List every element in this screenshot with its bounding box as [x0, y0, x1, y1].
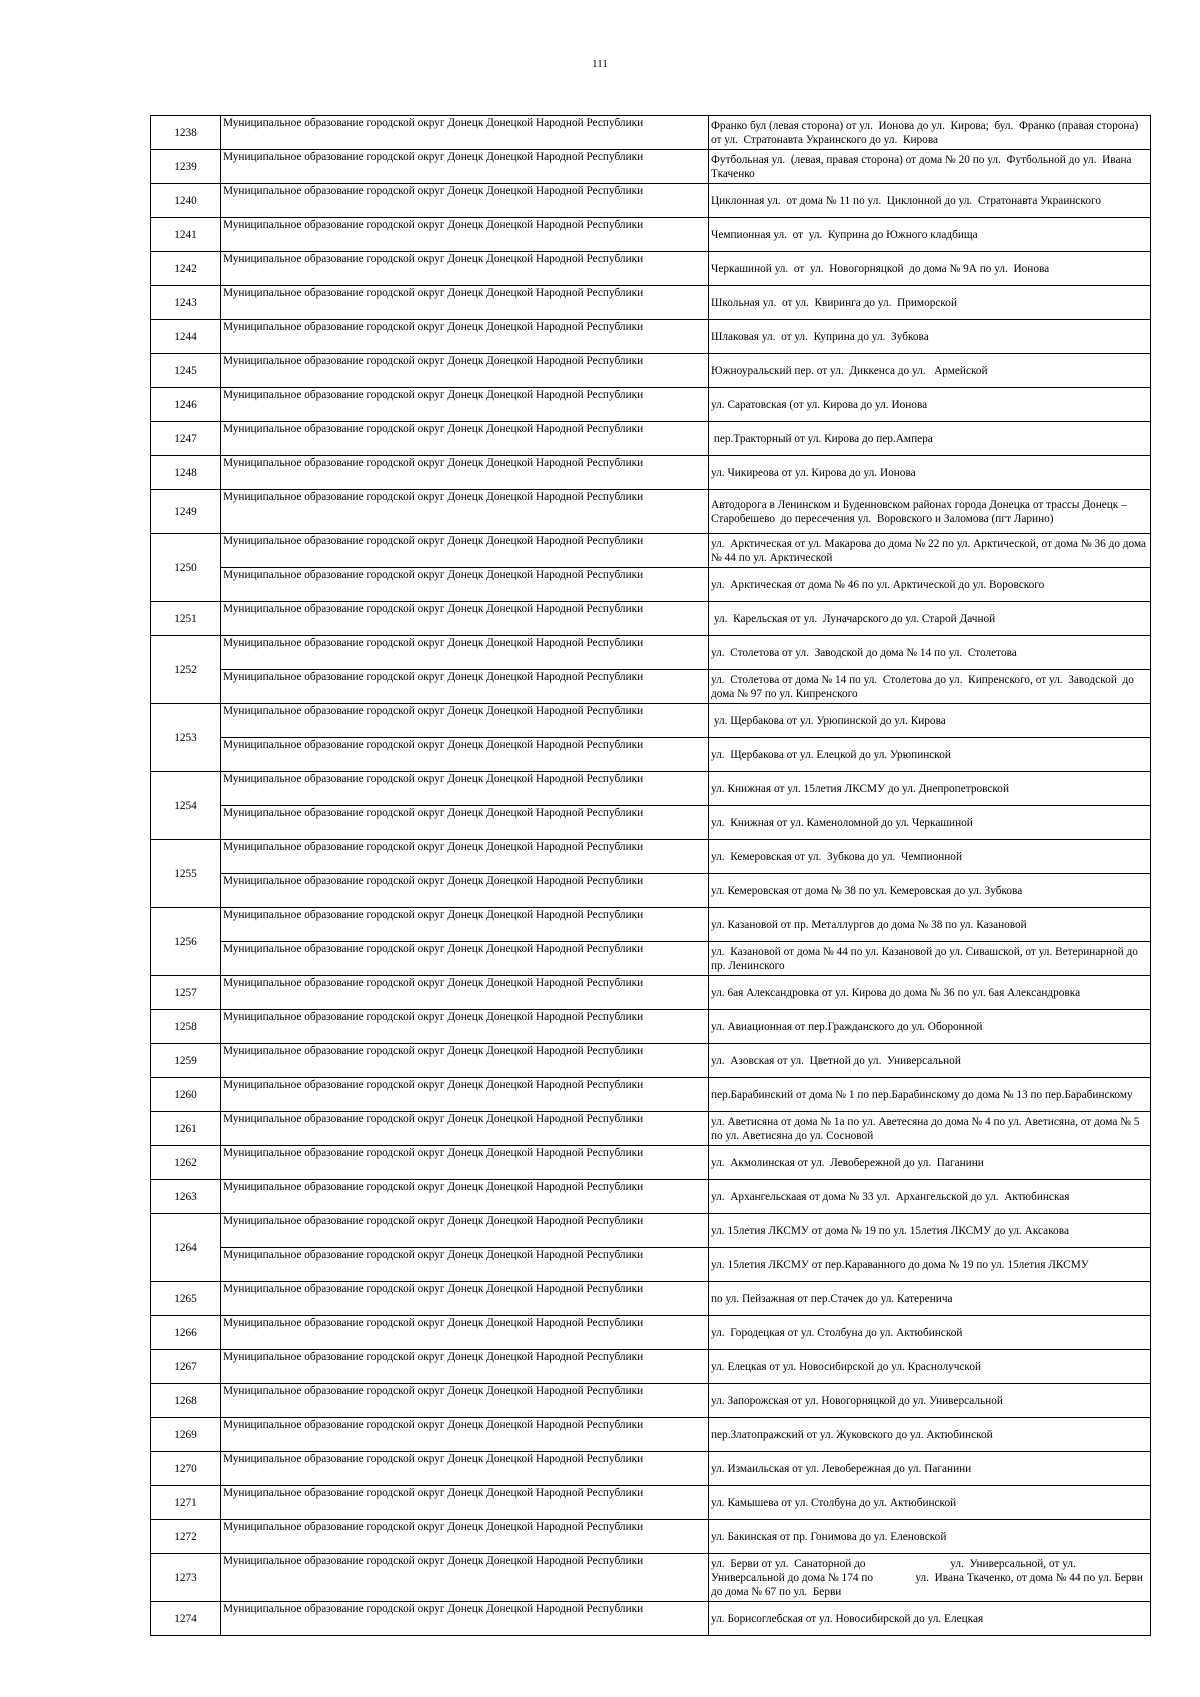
- road-description-cell: ул. Чикиреова от ул. Кирова до ул. Ионова: [709, 456, 1151, 490]
- road-description-cell: пер.Тракторный от ул. Кирова до пер.Ампера: [709, 422, 1151, 456]
- municipality-cell: Муниципальное образование городской округ Донецк Донецкой Народной Республики: [221, 1554, 709, 1602]
- road-description-cell: пер.Златопражский от ул. Жуковского до ул. Актюбинской: [709, 1418, 1151, 1452]
- road-description-cell: ул. Книжная от ул. Каменоломной до ул. Черкашиной: [709, 806, 1151, 840]
- road-description-cell: ул. Елецкая от ул. Новосибирской до ул. Краснолучской: [709, 1350, 1151, 1384]
- table-row: [151, 568, 1151, 602]
- municipality-cell: Муниципальное образование городской округ Донецк Донецкой Народной Республики: [221, 320, 709, 354]
- municipality-cell: Муниципальное образование городской округ Донецк Донецкой Народной Республики: [221, 1602, 709, 1636]
- road-description-cell: Школьная ул. от ул. Квиринга до ул. Приморской: [709, 286, 1151, 320]
- municipality-cell: Муниципальное образование городской округ Донецк Донецкой Народной Республики: [221, 908, 709, 942]
- table-row: [151, 806, 1151, 840]
- table-row: [151, 1078, 1151, 1112]
- road-description-cell: ул. Книжная от ул. 15летия ЛКСМУ до ул. Днепропетровской: [709, 772, 1151, 806]
- road-description-cell: ул. Борисоглебская от ул. Новосибирской до ул. Елецкая: [709, 1602, 1151, 1636]
- road-description-cell: ул. Архангельскаая от дома № 33 ул. Архангельской до ул. Актюбинская: [709, 1180, 1151, 1214]
- municipality-cell: Муниципальное образование городской округ Донецк Донецкой Народной Республики: [221, 1248, 709, 1282]
- roads-table-body: [151, 116, 1151, 1636]
- municipality-cell: Муниципальное образование городской округ Донецк Донецкой Народной Республики: [221, 942, 709, 976]
- table-row: [151, 670, 1151, 704]
- row-number: 1268: [151, 1384, 221, 1418]
- table-row: [151, 1112, 1151, 1146]
- road-description-cell: ул. Карельская от ул. Луначарского до ул. Старой Дачной: [709, 602, 1151, 636]
- table-row: [151, 1214, 1151, 1248]
- municipality-cell: Муниципальное образование городской округ Донецк Донецкой Народной Республики: [221, 568, 709, 602]
- row-number: 1255: [151, 840, 221, 908]
- municipality-cell: Муниципальное образование городской округ Донецк Донецкой Народной Республики: [221, 1214, 709, 1248]
- road-description-cell: ул. Щербакова от ул. Урюпинской до ул. Кирова: [709, 704, 1151, 738]
- table-row: [151, 1146, 1151, 1180]
- table-row: [151, 456, 1151, 490]
- row-number: 1245: [151, 354, 221, 388]
- table-row: [151, 354, 1151, 388]
- road-description-cell: ул. Городецкая от ул. Столбуна до ул. Актюбинской: [709, 1316, 1151, 1350]
- row-number: 1262: [151, 1146, 221, 1180]
- table-row: [151, 1350, 1151, 1384]
- municipality-cell: Муниципальное образование городской округ Донецк Донецкой Народной Республики: [221, 534, 709, 568]
- road-description-cell: ул. Арктическая от ул. Макарова до дома № 22 по ул. Арктической, от дома № 36 до дома № 44 по ул. Арктической: [709, 534, 1151, 568]
- table-row: [151, 1180, 1151, 1214]
- road-description-cell: ул. Азовская от ул. Цветной до ул. Универсальной: [709, 1044, 1151, 1078]
- table-row: [151, 738, 1151, 772]
- table-row: [151, 1044, 1151, 1078]
- municipality-cell: Муниципальное образование городской округ Донецк Донецкой Народной Республики: [221, 252, 709, 286]
- municipality-cell: Муниципальное образование городской округ Донецк Донецкой Народной Республики: [221, 1418, 709, 1452]
- road-description-cell: ул. 15летия ЛКСМУ от дома № 19 по ул. 15летия ЛКСМУ до ул. Аксакова: [709, 1214, 1151, 1248]
- table-row: [151, 908, 1151, 942]
- road-description-cell: ул. Столетова от дома № 14 по ул. Столетова до ул. Кипренского, от ул. Заводской до дома № 97 по ул. Кипренского: [709, 670, 1151, 704]
- table-row: [151, 636, 1151, 670]
- municipality-cell: Муниципальное образование городской округ Донецк Донецкой Народной Республики: [221, 184, 709, 218]
- road-description-cell: ул. Запорожская от ул. Новогорняцкой до ул. Универсальной: [709, 1384, 1151, 1418]
- municipality-cell: Муниципальное образование городской округ Донецк Донецкой Народной Республики: [221, 1044, 709, 1078]
- table-row: [151, 1602, 1151, 1636]
- municipality-cell: Муниципальное образование городской округ Донецк Донецкой Народной Республики: [221, 1350, 709, 1384]
- row-number: 1242: [151, 252, 221, 286]
- municipality-cell: Муниципальное образование городской округ Донецк Донецкой Народной Республики: [221, 1520, 709, 1554]
- municipality-cell: Муниципальное образование городской округ Донецк Донецкой Народной Республики: [221, 1452, 709, 1486]
- road-description-cell: ул. 15летия ЛКСМУ от пер.Караванного до дома № 19 по ул. 15летия ЛКСМУ: [709, 1248, 1151, 1282]
- municipality-cell: Муниципальное образование городской округ Донецк Донецкой Народной Республики: [221, 286, 709, 320]
- row-number: 1250: [151, 534, 221, 602]
- municipality-cell: Муниципальное образование городской округ Донецк Донецкой Народной Республики: [221, 150, 709, 184]
- table-row: [151, 704, 1151, 738]
- road-description-cell: по ул. Пейзажная от пер.Стачек до ул. Катеренича: [709, 1282, 1151, 1316]
- table-row: [151, 1316, 1151, 1350]
- road-description-cell: ул. Бакинская от пр. Гонимова до ул. Еленовской: [709, 1520, 1151, 1554]
- road-description-cell: пер.Барабинский от дома № 1 по пер.Барабинскому до дома № 13 по пер.Барабинскому: [709, 1078, 1151, 1112]
- row-number: 1261: [151, 1112, 221, 1146]
- table-row: [151, 218, 1151, 252]
- municipality-cell: Муниципальное образование городской округ Донецк Донецкой Народной Республики: [221, 1384, 709, 1418]
- road-description-cell: Южноуральский пер. от ул. Диккенса до ул. Армейской: [709, 354, 1151, 388]
- table-row: [151, 976, 1151, 1010]
- municipality-cell: Муниципальное образование городской округ Донецк Донецкой Народной Республики: [221, 1316, 709, 1350]
- road-description-cell: Автодорога в Ленинском и Буденновском районах города Донецка от трассы Донецк – Старобешево до пересечения ул. Воровского и Заломова (пгт Ларино): [709, 490, 1151, 534]
- row-number: 1272: [151, 1520, 221, 1554]
- road-description-cell: ул. Казановой от дома № 44 по ул. Казановой до ул. Сивашской, от ул. Ветеринарной до пр. Ленинского: [709, 942, 1151, 976]
- municipality-cell: Муниципальное образование городской округ Донецк Донецкой Народной Республики: [221, 116, 709, 150]
- road-description-cell: Шлаковая ул. от ул. Куприна до ул. Зубкова: [709, 320, 1151, 354]
- table-row: [151, 150, 1151, 184]
- road-description-cell: ул. Авиационная от пер.Гражданского до ул. Оборонной: [709, 1010, 1151, 1044]
- page-number: 111: [592, 58, 608, 70]
- row-number: 1256: [151, 908, 221, 976]
- row-number: 1247: [151, 422, 221, 456]
- municipality-cell: Муниципальное образование городской округ Донецк Донецкой Народной Республики: [221, 1180, 709, 1214]
- table-row: [151, 184, 1151, 218]
- municipality-cell: Муниципальное образование городской округ Донецк Донецкой Народной Республики: [221, 738, 709, 772]
- table-row: [151, 1452, 1151, 1486]
- row-number: 1248: [151, 456, 221, 490]
- row-number: 1251: [151, 602, 221, 636]
- road-description-cell: ул. Саратовская (от ул. Кирова до ул. Ионова: [709, 388, 1151, 422]
- road-description-cell: Черкашиной ул. от ул. Новогорняцкой до дома № 9А по ул. Ионова: [709, 252, 1151, 286]
- municipality-cell: Муниципальное образование городской округ Донецк Донецкой Народной Республики: [221, 1078, 709, 1112]
- table-row: [151, 772, 1151, 806]
- municipality-cell: Муниципальное образование городской округ Донецк Донецкой Народной Республики: [221, 602, 709, 636]
- table-row: [151, 116, 1151, 150]
- row-number: 1270: [151, 1452, 221, 1486]
- table-row: [151, 286, 1151, 320]
- road-description-cell: Чемпионная ул. от ул. Куприна до Южного кладбища: [709, 218, 1151, 252]
- road-description-cell: ул. Щербакова от ул. Елецкой до ул. Урюпинской: [709, 738, 1151, 772]
- table-row: [151, 942, 1151, 976]
- road-description-cell: ул. Арктическая от дома № 46 по ул. Арктической до ул. Воровского: [709, 568, 1151, 602]
- row-number: 1265: [151, 1282, 221, 1316]
- row-number: 1260: [151, 1078, 221, 1112]
- row-number: 1263: [151, 1180, 221, 1214]
- municipality-cell: Муниципальное образование городской округ Донецк Донецкой Народной Республики: [221, 704, 709, 738]
- row-number: 1239: [151, 150, 221, 184]
- table-row: [151, 602, 1151, 636]
- row-number: 1240: [151, 184, 221, 218]
- row-number: 1244: [151, 320, 221, 354]
- row-number: 1254: [151, 772, 221, 840]
- municipality-cell: Муниципальное образование городской округ Донецк Донецкой Народной Республики: [221, 456, 709, 490]
- row-number: 1264: [151, 1214, 221, 1282]
- municipality-cell: Муниципальное образование городской округ Донецк Донецкой Народной Республики: [221, 388, 709, 422]
- municipality-cell: Муниципальное образование городской округ Донецк Донецкой Народной Республики: [221, 1146, 709, 1180]
- table-row: [151, 1520, 1151, 1554]
- road-description-cell: ул. Измаильская от ул. Левобережная до ул. Паганини: [709, 1452, 1151, 1486]
- row-number: 1267: [151, 1350, 221, 1384]
- road-description-cell: Циклонная ул. от дома № 11 по ул. Циклонной до ул. Стратонавта Украинского: [709, 184, 1151, 218]
- table-row: [151, 388, 1151, 422]
- municipality-cell: Муниципальное образование городской округ Донецк Донецкой Народной Республики: [221, 874, 709, 908]
- municipality-cell: Муниципальное образование городской округ Донецк Донецкой Народной Республики: [221, 840, 709, 874]
- municipality-cell: Муниципальное образование городской округ Донецк Донецкой Народной Республики: [221, 772, 709, 806]
- road-description-cell: ул. Столетова от ул. Заводской до дома № 14 по ул. Столетова: [709, 636, 1151, 670]
- roads-table: [150, 115, 1151, 1636]
- road-description-cell: ул. 6ая Александровка от ул. Кирова до дома № 36 по ул. 6ая Александровка: [709, 976, 1151, 1010]
- municipality-cell: Муниципальное образование городской округ Донецк Донецкой Народной Республики: [221, 422, 709, 456]
- municipality-cell: Муниципальное образование городской округ Донецк Донецкой Народной Республики: [221, 1010, 709, 1044]
- municipality-cell: Муниципальное образование городской округ Донецк Донецкой Народной Республики: [221, 1282, 709, 1316]
- municipality-cell: Муниципальное образование городской округ Донецк Донецкой Народной Республики: [221, 490, 709, 534]
- municipality-cell: Муниципальное образование городской округ Донецк Донецкой Народной Республики: [221, 670, 709, 704]
- road-description-cell: ул. Казановой от пр. Металлургов до дома № 38 по ул. Казановой: [709, 908, 1151, 942]
- municipality-cell: Муниципальное образование городской округ Донецк Донецкой Народной Республики: [221, 1486, 709, 1520]
- municipality-cell: Муниципальное образование городской округ Донецк Донецкой Народной Республики: [221, 636, 709, 670]
- municipality-cell: Муниципальное образование городской округ Донецк Донецкой Народной Республики: [221, 976, 709, 1010]
- road-description-cell: ул. Аветисяна от дома № 1а по ул. Аветесяна до дома № 4 по ул. Аветисяна, от дома № 5 по ул. Аветисяна до ул. Сосновой: [709, 1112, 1151, 1146]
- row-number: 1246: [151, 388, 221, 422]
- municipality-cell: Муниципальное образование городской округ Донецк Донецкой Народной Республики: [221, 806, 709, 840]
- table-row: [151, 422, 1151, 456]
- road-description-cell: ул. Кемеровская от дома № 38 по ул. Кемеровская до ул. Зубкова: [709, 874, 1151, 908]
- table-row: [151, 534, 1151, 568]
- road-description-cell: ул. Акмолинская от ул. Левобережной до ул. Паганини: [709, 1146, 1151, 1180]
- row-number: 1269: [151, 1418, 221, 1452]
- row-number: 1273: [151, 1554, 221, 1602]
- row-number: 1258: [151, 1010, 221, 1044]
- municipality-cell: Муниципальное образование городской округ Донецк Донецкой Народной Республики: [221, 218, 709, 252]
- row-number: 1243: [151, 286, 221, 320]
- table-row: [151, 1010, 1151, 1044]
- table-row: [151, 1418, 1151, 1452]
- table-row: [151, 840, 1151, 874]
- row-number: 1271: [151, 1486, 221, 1520]
- row-number: 1241: [151, 218, 221, 252]
- row-number: 1259: [151, 1044, 221, 1078]
- table-row: [151, 252, 1151, 286]
- table-row: [151, 1282, 1151, 1316]
- row-number: 1238: [151, 116, 221, 150]
- row-number: 1266: [151, 1316, 221, 1350]
- road-description-cell: ул. Камышева от ул. Столбуна до ул. Актюбинской: [709, 1486, 1151, 1520]
- table-row: [151, 1554, 1151, 1602]
- road-description-cell: ул. Кемеровская от ул. Зубкова до ул. Чемпионной: [709, 840, 1151, 874]
- row-number: 1274: [151, 1602, 221, 1636]
- municipality-cell: Муниципальное образование городской округ Донецк Донецкой Народной Республики: [221, 354, 709, 388]
- row-number: 1249: [151, 490, 221, 534]
- table-row: [151, 1384, 1151, 1418]
- road-description-cell: Франко бул (левая сторона) от ул. Ионова до ул. Кирова; бул. Франко (правая сторона) от ул. Стратонавта Украинского до ул. Кирова: [709, 116, 1151, 150]
- table-row: [151, 320, 1151, 354]
- row-number: 1253: [151, 704, 221, 772]
- road-description-cell: Футбольная ул. (левая, правая сторона) от дома № 20 по ул. Футбольной до ул. Ивана Ткаченко: [709, 150, 1151, 184]
- row-number: 1257: [151, 976, 221, 1010]
- table-row: [151, 874, 1151, 908]
- table-row: [151, 1248, 1151, 1282]
- road-description-cell: ул. Берви от ул. Санаторной до ул. Универсальной, от ул. Универсальной до дома № 174 по ул. Ивана Ткаченко, от дома № 44 по ул. Берви до дома № 67 по ул. Берви: [709, 1554, 1151, 1602]
- row-number: 1252: [151, 636, 221, 704]
- table-row: [151, 1486, 1151, 1520]
- municipality-cell: Муниципальное образование городской округ Донецк Донецкой Народной Республики: [221, 1112, 709, 1146]
- table-row: [151, 490, 1151, 534]
